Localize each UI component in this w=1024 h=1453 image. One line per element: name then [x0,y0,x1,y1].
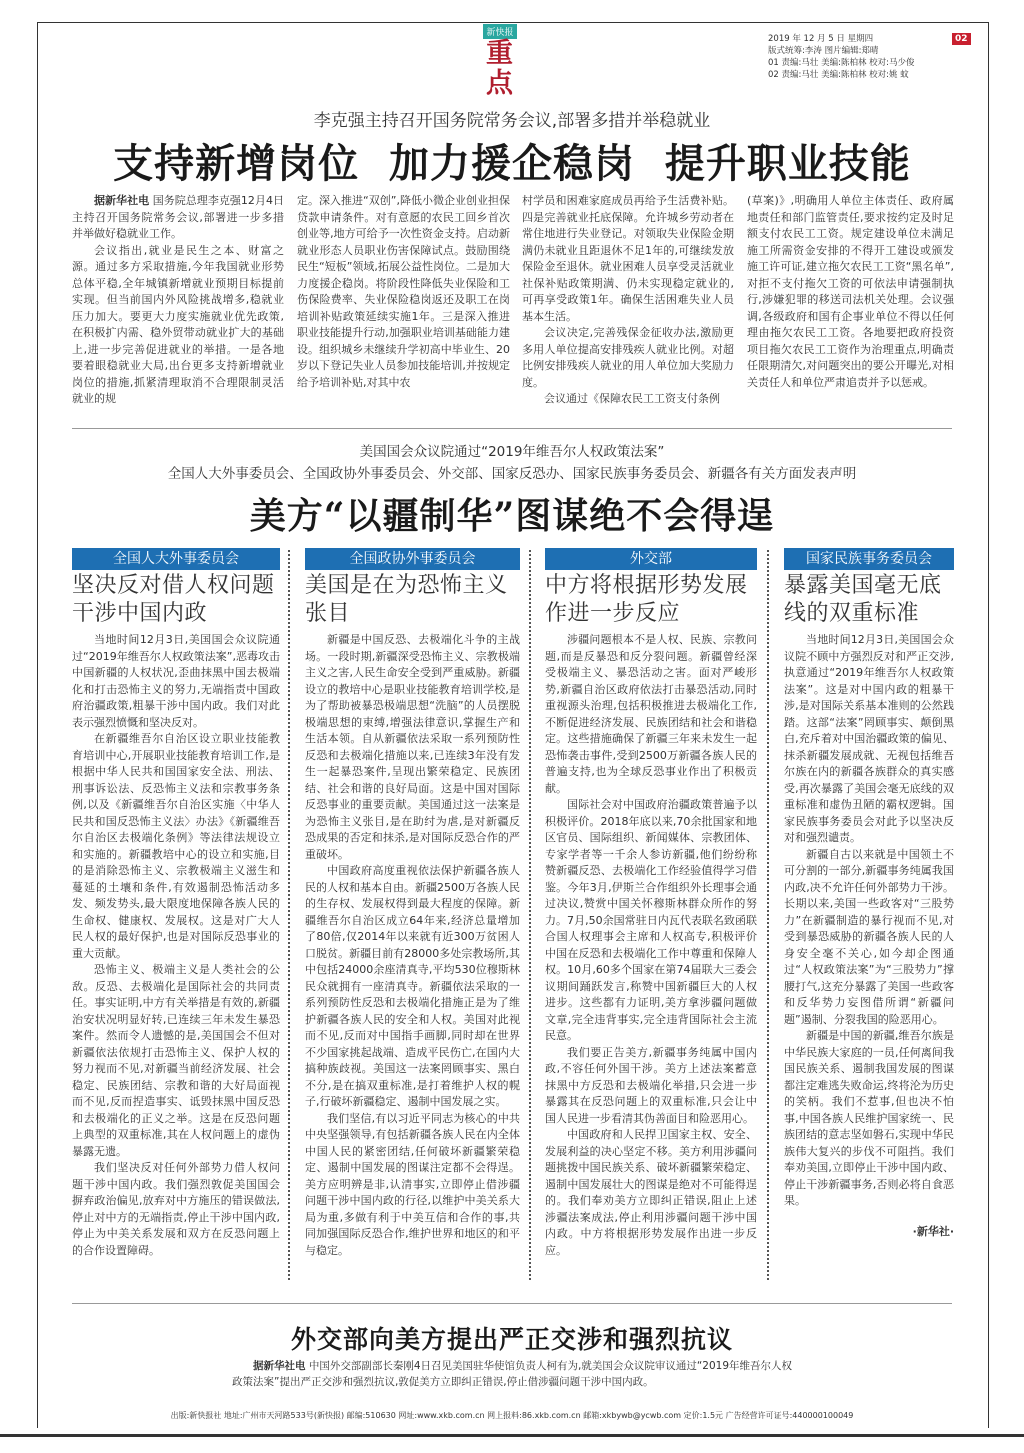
dateline: 据新华社电 [94,194,150,207]
page-number-badge: 02 [952,33,971,45]
section-label: 外交部 [545,548,757,570]
article1-headline: 支持新增岗位 加力援企稳岗 提升职业技能 [113,140,911,187]
section-label: 国家民族事务委员会 [784,548,954,570]
paragraph: 村学员和困难家庭成员再给予生活费补贴。四是完善就业托底保障。允许城乡劳动者在常住地进行失业登记。对领取失业保险金期满仍未就业且距退休不足1年的,可继续发放保险金至退休。就业困难人员享受灵活就业社保补贴政策期满、仍未实现稳定就业的,可再享受政策1年。确保生活困难失业人员基本生活。 [522,194,734,323]
section-divider [72,1303,952,1304]
imprint-footer: 出版:新快报社 地址:广州市天河路533号(新快报) 邮编:510630 网址:www.xkb.com.cn 网上报料:86.xkb.com.cn 邮箱:xkbywb@ycwb.com 定价:1.5元 广告经营许可证号:440000100049 [170,1411,854,1420]
article3-headline: 外交部向美方提出严正交涉和强烈抗议 [290,1325,733,1354]
paragraph: 新疆自古以来就是中国领土不可分割的一部分,新疆事务纯属我国内政,决不允许任何外部势力干涉。长期以来,美国一些政客对“三股势力”在新疆制造的暴行视而不见,对受到暴恐威胁的新疆各族人民的人身安全毫不关心,如今却企图通过“人权政策法案”为“三股势力”撑腰打气,这充分暴露了美国一些政客和反华势力妄图借所谓“新疆问题”遏制、分裂我国的险恶用心。 [784,847,954,1026]
section-body [305,632,520,1259]
paragraph: 新疆是中国的新疆,维吾尔族是中华民族大家庭的一员,任何离间我国民族关系、遏制我国发展的图谋都注定难逃失败命运,终将沦为历史的笑柄。我们不惹事,但也决不怕事,中国各族人民维护国家统一、民族团结的意志坚如磐石,实现中华民族伟大复兴的步伐不可阻挡。我们奉劝美国,立即停止干涉中国内政、停止干涉新疆事务,否则必将自食恶果。 [784,1029,954,1207]
paragraph: 在新疆维吾尔自治区设立职业技能教育培训中心,开展职业技能教育培训工作,是根据中华人民共和国国家安全法、刑法、刑事诉讼法、反恐怖主义法和宗教事务条例,以及《新疆维吾尔自治区实施〈中华人民共和国反恐怖主义法〉办法》《新疆维吾尔自治区去极端化条例》等法律法规设立和实施的。新疆教培中心的设立和实施,目的是消除恐怖主义、宗教极端主义滋生和蔓延的土壤和条件,有效遏制恐怖活动多发、频发势头,最大限度地保障各族人民的生命权、健康权、发展权。这是对广大人民人权的最好保护,也是对国际反恐事业的重大贡献。 [72,732,280,960]
article2-kicker-line1: 美国国会众议院通过“2019年维吾尔人权政策法案” [359,444,665,460]
article1-column-1 [72,193,284,408]
statement-seac [784,548,954,1240]
paragraph: 涉疆问题根本不是人权、民族、宗教问题,而是反暴恐和反分裂问题。新疆曾经深受极端主义、暴恐活动之害。面对严峻形势,新疆自治区政府依法打击暴恐活动,同时重视源头治理,包括积极推进去极端化工作,不断促进经济发展、民族团结和社会和谐稳定。这些措施确保了新疆三年来未发生一起恐怖袭击事件,受到2500万新疆各族人民的普遍支持,也为全球反恐事业作出了积极贡献。 [545,633,757,795]
section-title: 中方将根据形势发展作进一步反应 [545,573,748,626]
signature: ·新华社· [912,1224,954,1238]
section-title: 重点 [486,38,514,99]
article1-column-3 [522,193,734,408]
statement-npc [72,548,280,1259]
article3-body [232,1358,800,1390]
paragraph: 会议通过《保障农民工工资支付条例 [544,392,720,405]
masthead-meta [768,33,915,81]
article1-column-4 [747,193,954,391]
paragraph: 定。深入推进“双创”,降低小微企业创业担保贷款申请条件。对有意愿的农民工回乡首次创业等,地方可给予一次性资金支持。启动新就业形态人员职业伤害保障试点。鼓励围绕民生“短板”领域,拓展公益性岗位。二是加大力度援企稳岗。将阶段性降低失业保险和工伤保险费率、失业保险稳岗返还及职工在岗培训补贴政策延续实施1年。三是深入推进职业技能提升行动,加强职业培训基础能力建设。组织城乡未继续升学初高中毕业生、20岁以下登记失业人员参加技能培训,并按规定给予培训补贴,对其中农 [297,194,510,389]
credit-line: 02 责编:马壮 美编:陈柏林 校对:姚 蚊 [768,70,909,80]
section-title: 暴露美国毫无底线的双重标准 [784,573,942,626]
paragraph: 新疆是中国反恐、去极端化斗争的主战场。一段时期,新疆深受恐怖主义、宗教极端主义之害,人民生命安全受到严重威胁。新疆设立的教培中心是职业技能教育培训学校,是为了帮助被暴恐极端思想“洗脑”的人员摆脱极端思想的束缚,增强法律意识,掌握生产和生活本领。自从新疆依法采取一系列预防性反恐和去极端化措施以来,已连续3年没有发生一起暴恐案件,呈现出繁荣稳定、民族团结、社会和谐的良好局面。这是中国对国际反恐事业的重要贡献。美国通过这一法案是为恐怖主义张目,是在助纣为虐,是对新疆反恐成果的否定和抹杀,是对国际反恐合作的严重破坏。 [305,633,520,861]
section-title: 坚决反对借人权问题干涉中国内政 [72,573,275,626]
issue-date: 2019 年 12 月 5 日 星期四 [768,34,874,44]
article1-kicker: 李克强主持召开国务院常务会议,部署多措并举稳就业 [313,111,711,131]
article2-headline: 美方“以疆制华”图谋绝不会得逞 [249,495,775,537]
paragraph: 中国政府高度重视依法保护新疆各族人民的人权和基本自由。新疆2500万各族人民的生存权、发展权得到最大程度的保障。新疆维吾尔自治区成立64年来,经济总量增加了80倍,仅2014年以来就有近300万贫困人口脱贫。新疆目前有28000多处宗教场所,其中包括24000余座清真寺,平均530位穆斯林民众就拥有一座清真寺。新疆依法采取的一系列预防性反恐和去极端化措施正是为了维护新疆各族人民的安全和人权。美国对此视而不见,反而对中国指手画脚,同时却在世界不少国家挑起战端、造成平民伤亡,在国内大搞种族歧视。美国这一法案罔顾事实、黑白不分,是在搞双重标准,是打着维护人权的幌子,行破坏新疆稳定、遏制中国发展之实。 [305,864,520,1108]
section-body [72,632,280,1259]
paragraph: 国际社会对中国政府治疆政策普遍予以积极评价。2018年底以来,70余批国家和地区官员、国际组织、新闻媒体、宗教团体、专家学者等一千余人参访新疆,他们纷纷称赞新疆反恐、去极端化工作经验值得学习借鉴。今年3月,伊斯兰合作组织外长理事会通过决议,赞赏中国关怀穆斯林群众所作的努力。7月,50余国常驻日内瓦代表联名致函联合国人权理事会主席和人权高专,积极评价中国在反恐和去极端化工作中尊重和保障人权。10月,60多个国家在第74届联大三委会议期间踊跃发言,称赞中国新疆巨大的人权进步。这些都有力证明,美方拿涉疆问题做文章,完全违背事实,完全违背国际社会主流民意。 [545,798,757,1042]
dateline: 据新华社电 [253,1360,306,1372]
paragraph: 我们要正告美方,新疆事务纯属中国内政,不容任何外国干涉。美方上述法案蓄意抹黑中方反恐和去极端化举措,只会进一步暴露其在反恐问题上的双重标准,只会让中国人民进一步看清其伪善面目和险恶用心。 [545,1045,757,1125]
column-separator [767,550,769,1280]
statement-cppcc [305,548,520,1259]
section-body [784,632,954,1240]
paragraph: 会议指出,就业是民生之本、财富之源。通过多方采取措施,今年我国就业形势总体平稳,全年城镇新增就业预期目标提前实现。但当前国内外风险挑战增多,稳就业压力加大。要更大力度实施就业优先政策,在积极扩内需、稳外贸带动就业扩大的基础上,进一步完善促进就业的举措。一是各地要着眼稳就业大局,出台更多支持新增就业岗位的措施,抓紧清理取消不合理限制灵活就业的规 [72,243,284,405]
paragraph: 我们坚决反对任何外部势力借人权问题干涉中国内政。我们强烈敦促美国国会摒弃政治偏见,放弃对中方施压的错误做法,停止对中方的无端指责,停止干涉中国内政,停止为中美关系发展和双方在反恐问题上的合作设置障碍。 [72,1161,280,1257]
paragraph: 当地时间12月3日,美国国会众议院不顾中方强烈反对和严正交涉,执意通过“2019年维吾尔人权政策法案”。这是对中国内政的粗暴干涉,是对国际关系基本准则的公然践踏。这部“法案”罔顾事实、颠倒黑白,充斥着对中国治疆政策的偏见、抹杀新疆发展成就、无视包括维吾尔族在内的新疆各族群众的真实感受,再次暴露了美国会毫无底线的双重标准和虚伪丑陋的霸权逻辑。国家民族事务委员会对此予以坚决反对和强烈谴责。 [784,633,954,844]
article1-column-2 [297,193,510,391]
paragraph: 中国政府和人民捍卫国家主权、安全、发展利益的决心坚定不移。美方利用涉疆问题挑拨中国民族关系、破坏新疆繁荣稳定、遏制中国发展壮大的图谋是绝对不可能得逞的。我们奉劝美方立即纠正错误,阻止上述涉疆法案成法,停止利用涉疆问题干涉中国内政。中方将根据形势发展作出进一步反应。 [545,1128,757,1257]
paragraph: 中国外交部副部长秦刚4日召见美国驻华使馆负责人柯有为,就美国会众议院审议通过“2019年维吾尔人权政策法案”提出严正交涉和强烈抗议,敦促美方立即纠正错误,停止借涉疆问题干涉中国内政。 [232,1360,793,1388]
paragraph: (草案)》,明确用人单位主体责任、政府属地责任和部门监管责任,要求按约定及时足额支付农民工工资。规定建设单位未满足施工所需资金安排的不得开工建设或颁发施工许可证,建立拖欠农民工工资“黑名单”,对拒不支付拖欠工资的可依法申请强制执行,涉嫌犯罪的移送司法机关处理。会议强调,各级政府和国有企事业单位不得以任何理由拖欠农民工工资。各地要把政府投资项目拖欠农民工工资作为治理重点,明确责任限期清欠,对问题突出的要公开曝光,对相关责任人和单位严肃追责并予以惩戒。 [747,194,954,389]
column-separator [288,550,290,1280]
column-separator [529,550,531,1280]
bottom-rule [0,1434,1024,1437]
credit-line: 版式统筹:李涛 图片编辑:郑晴 [768,46,879,56]
section-divider [72,428,952,429]
section-label: 全国政协外事委员会 [305,548,520,570]
credit-line: 01 责编:马壮 美编:陈柏林 校对:马少俊 [768,58,915,68]
section-label: 全国人大外事委员会 [72,548,280,570]
paragraph: 恐怖主义、极端主义是人类社会的公敌。反恐、去极端化是国际社会的共同责任。事实证明,中方有关举措是有效的,新疆治安状况明显好转,已连续三年未发生暴恐案件。然而令人遗憾的是,美国国会不但对新疆依法依规打击恐怖主义、保护人权的努力视而不见,对新疆当前经济发展、社会稳定、民族团结、宗教和谐的大好局面视而不见,反而捏造事实、诋毁抹黑中国反恐和去极端化的正义之举。这是在反恐问题上典型的双重标准,其在人权问题上的虚伪暴露无遗。 [72,963,280,1158]
masthead-brand [475,20,525,99]
section-body [545,632,757,1259]
newspaper-logo: 新快报 [483,24,516,39]
paragraph: 国务院总理李克强12月4日主持召开国务院常务会议,部署进一步多措并举做好稳就业工作。 [72,194,285,240]
statement-mfa [545,548,757,1259]
paragraph: 当地时间12月3日,美国国会众议院通过“2019年维吾尔人权政策法案”,恶毒攻击中国新疆的人权状况,歪曲抹黑中国去极端化和打击恐怖主义的努力,无端指责中国政府治疆政策,粗暴干涉中国内政。我们对此表示强烈愤慨和坚决反对。 [72,633,280,729]
paragraph: 我们坚信,有以习近平同志为核心的中共中央坚强领导,有包括新疆各族人民在内全体中国人民的紧密团结,任何破坏新疆繁荣稳定、遏制中国发展的图谋注定都不会得逞。美方应明辨是非,认清事实,立即停止借涉疆问题干涉中国内政的行径,以维护中美关系大局为重,多做有利于中美互信和合作的事,共同加强国际反恐合作,维护世界和地区的和平与稳定。 [305,1111,520,1257]
article2-kicker-line2: 全国人大外事委员会、全国政协外事委员会、外交部、国家反恐办、国家民族事务委员会、新疆各有关方面发表声明 [167,466,857,482]
section-title: 美国是在为恐怖主义张目 [305,573,508,626]
paragraph: 会议决定,完善残保金征收办法,激励更多用人单位提高安排残疾人就业比例。对超比例安排残疾人就业的用人单位加大奖励力度。 [522,326,734,389]
